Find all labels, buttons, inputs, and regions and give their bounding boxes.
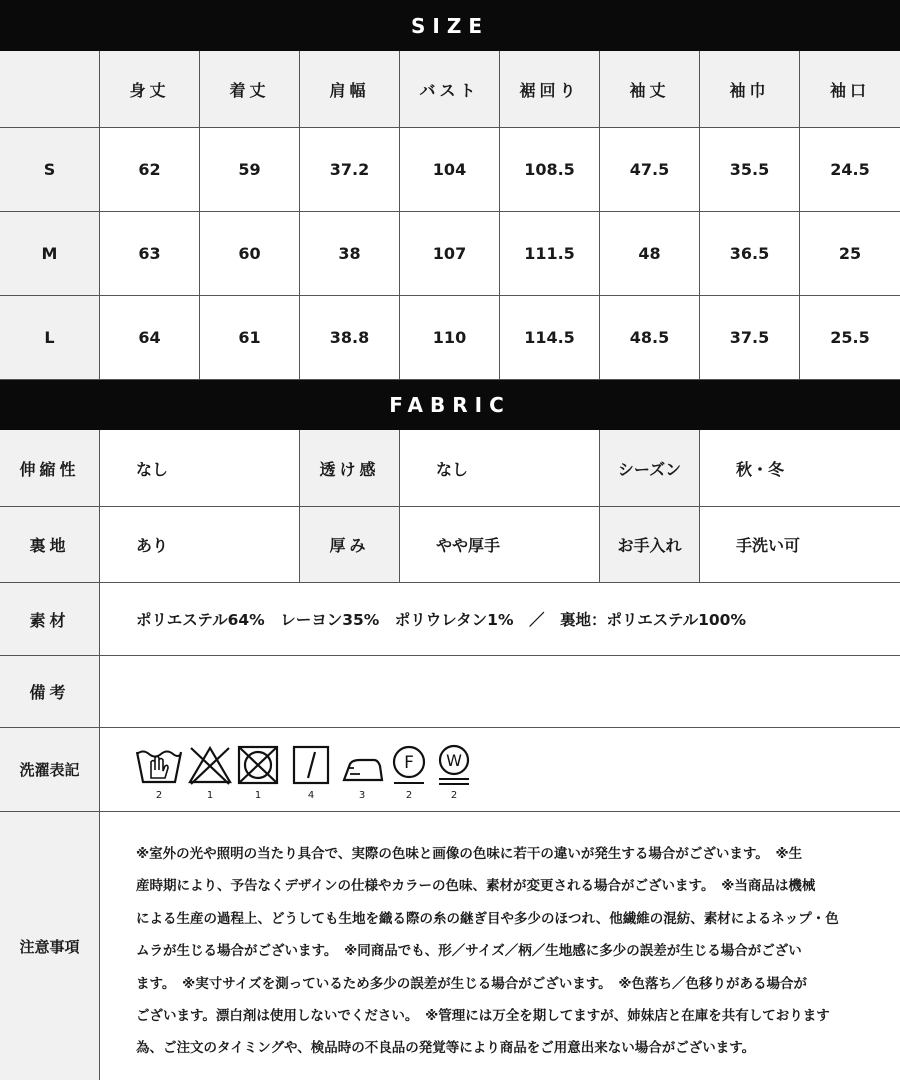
- size-header: 袖丈: [600, 51, 700, 128]
- size-header: 袖口: [800, 51, 900, 128]
- material-value: ポリエステル64% レーヨン35% ポリウレタン1% ／ 裏地：ポリエステル100%: [100, 583, 900, 656]
- notes-line: ※室外の光や照明の当たり具合で、実際の色味と画像の色味に若干の違いが発生する場合がございます。 ※生: [136, 846, 803, 862]
- care-symbols: [100, 728, 900, 812]
- size-value: 111.5: [500, 212, 600, 296]
- size-value: 38: [300, 212, 400, 296]
- size-value: 48.5: [600, 296, 700, 380]
- size-corner-cell: [0, 51, 100, 128]
- size-value: 38.8: [300, 296, 400, 380]
- remarks-label: 備考: [0, 656, 100, 728]
- size-header: バスト: [400, 51, 500, 128]
- notes-line: 為、ご注文のタイミングや、検品時の不良品の発覚等により商品をご用意出来ない場合がございます。: [136, 1040, 756, 1057]
- fabric-value: なし: [400, 430, 600, 507]
- fabric-label: 裏地: [0, 507, 100, 583]
- fabric-banner: [0, 380, 900, 430]
- fabric-label: 透け感: [300, 430, 400, 507]
- care-number: 4: [307, 790, 315, 801]
- notes-line: ございます。漂白剤は使用しないでください。 ※管理には万全を期してますが、姉妹店と在庫を共有しております: [136, 1008, 830, 1025]
- size-value: 47.5: [600, 128, 700, 212]
- no-tumble-dry-icon: [235, 744, 281, 786]
- dry-clean-letter: F: [404, 753, 414, 773]
- size-header: 裾回り: [500, 51, 600, 128]
- size-value: 110: [400, 296, 500, 380]
- size-value: 62: [100, 128, 200, 212]
- notes-line: による生産の過程上、どうしても生地を織る際の糸の継ぎ目や多少のほつれ、他繊維の混紡、素材によるネップ・色: [136, 910, 839, 927]
- notes-line: ムラが生じる場合がございます。 ※同商品でも、形／サイズ／柄／生地感に多少の誤差が生じる場合がござい: [136, 943, 802, 960]
- size-value: 35.5: [700, 128, 800, 212]
- notes-line: 産時期により、予告なくデザインの仕様やカラーの色味、素材が変更される場合がございます。 ※当商品は機械: [136, 878, 816, 895]
- size-value: 61: [200, 296, 300, 380]
- size-value: 107: [400, 212, 500, 296]
- size-value: 25.5: [800, 296, 900, 380]
- fabric-label: お手入れ: [600, 507, 700, 583]
- size-value: 63: [100, 212, 200, 296]
- size-label: L: [0, 296, 100, 380]
- size-label: S: [0, 128, 100, 212]
- care-number: 1: [254, 790, 262, 801]
- wet-clean-letter: W: [446, 751, 462, 770]
- notes-text: [100, 812, 900, 1080]
- fabric-label: 伸縮性: [0, 430, 100, 507]
- size-value: 108.5: [500, 128, 600, 212]
- no-bleach-icon: [187, 744, 233, 786]
- size-label: M: [0, 212, 100, 296]
- dry-clean-f-icon: [389, 744, 429, 786]
- notes-line: ます。 ※実寸サイズを測っているため多少の誤差が生じる場合がございます。 ※色落ち／色移りがある場合が: [136, 975, 808, 992]
- size-banner: [0, 0, 900, 51]
- care-number: 3: [358, 790, 366, 801]
- fabric-title: FABRIC: [389, 393, 511, 417]
- fabric-label: 厚み: [300, 507, 400, 583]
- iron-icon: [340, 744, 386, 786]
- care-number: 2: [450, 790, 458, 801]
- size-header: 肩幅: [300, 51, 400, 128]
- size-value: 104: [400, 128, 500, 212]
- size-value: 36.5: [700, 212, 800, 296]
- fabric-label: シーズン: [600, 430, 700, 507]
- care-number: 1: [206, 790, 214, 801]
- notes-label: 注意事項: [0, 812, 100, 1080]
- size-value: 24.5: [800, 128, 900, 212]
- size-value: 60: [200, 212, 300, 296]
- fabric-value: 秋・冬: [700, 430, 900, 507]
- care-number: 2: [405, 790, 413, 801]
- fabric-value: 手洗い可: [700, 507, 900, 583]
- care-label: 洗濯表記: [0, 728, 100, 812]
- size-value: 37.2: [300, 128, 400, 212]
- hand-wash-icon: [135, 744, 183, 786]
- remarks-value: [100, 656, 900, 728]
- fabric-value: なし: [100, 430, 300, 507]
- size-header: 身丈: [100, 51, 200, 128]
- material-label: 素材: [0, 583, 100, 656]
- size-value: 114.5: [500, 296, 600, 380]
- size-value: 64: [100, 296, 200, 380]
- fabric-value: やや厚手: [400, 507, 600, 583]
- fabric-value: あり: [100, 507, 300, 583]
- size-title: SIZE: [410, 13, 489, 38]
- care-number: 2: [155, 790, 163, 801]
- size-value: 48: [600, 212, 700, 296]
- size-value: 37.5: [700, 296, 800, 380]
- size-header: 着丈: [200, 51, 300, 128]
- size-value: 25: [800, 212, 900, 296]
- size-header: 袖巾: [700, 51, 800, 128]
- line-dry-icon: [291, 744, 331, 786]
- wet-clean-w-icon: [434, 744, 474, 786]
- size-value: 59: [200, 128, 300, 212]
